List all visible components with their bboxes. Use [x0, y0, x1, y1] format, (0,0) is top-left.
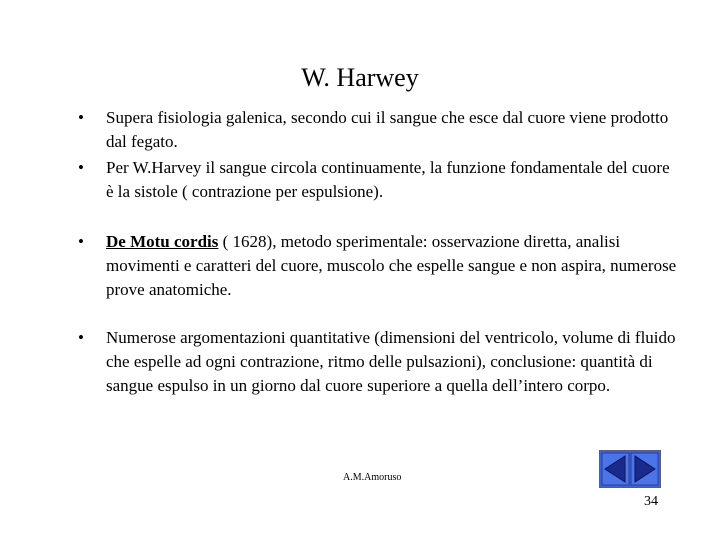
- author-credit: A.M.Amoruso: [343, 472, 402, 483]
- bullet-list: [78, 106, 678, 398]
- bullet-text: ( 1628), metodo sperimentale: osservazione diretta, analisi movimenti e caratteri del cuore, muscolo che espelle sangue e non aspira, numerose prove anatomiche.: [106, 232, 677, 299]
- slide-title-text: W. Harwey: [301, 63, 419, 92]
- page-number: 34: [644, 494, 658, 509]
- book-title: De Motu cordis: [106, 232, 219, 251]
- bullet-item: [78, 156, 678, 204]
- bullet-text: Per W.Harvey il sangue circola continuamente, la funzione fondamentale del cuore è la sistole ( contrazione per espulsione).: [106, 158, 670, 201]
- bullet-glyph: •: [78, 328, 84, 347]
- next-slide-button[interactable]: [631, 453, 658, 485]
- bullet-item: [78, 230, 678, 302]
- bullet-glyph: •: [78, 108, 84, 127]
- bullet-glyph: •: [78, 232, 84, 251]
- previous-slide-button[interactable]: [602, 453, 629, 485]
- bullet-text: Numerose argomentazioni quantitative (dimensioni del ventricolo, volume di fluido che espelle ad ogni contrazione, ritmo delle pulsazioni), conclusione: quantità di sangue espulso in un giorno dal cuore superiore a quella dell’intero corpo.: [106, 328, 676, 395]
- slide-title: [0, 62, 720, 94]
- bullet-item: [78, 106, 678, 154]
- bullet-item: [78, 326, 678, 398]
- slide-navigation: [599, 450, 661, 488]
- nav-buttons-graphic: [599, 450, 661, 488]
- bullet-text: Supera fisiologia galenica, secondo cui il sangue che esce dal cuore viene prodotto dal fegato.: [106, 108, 669, 151]
- bullet-glyph: •: [78, 158, 84, 177]
